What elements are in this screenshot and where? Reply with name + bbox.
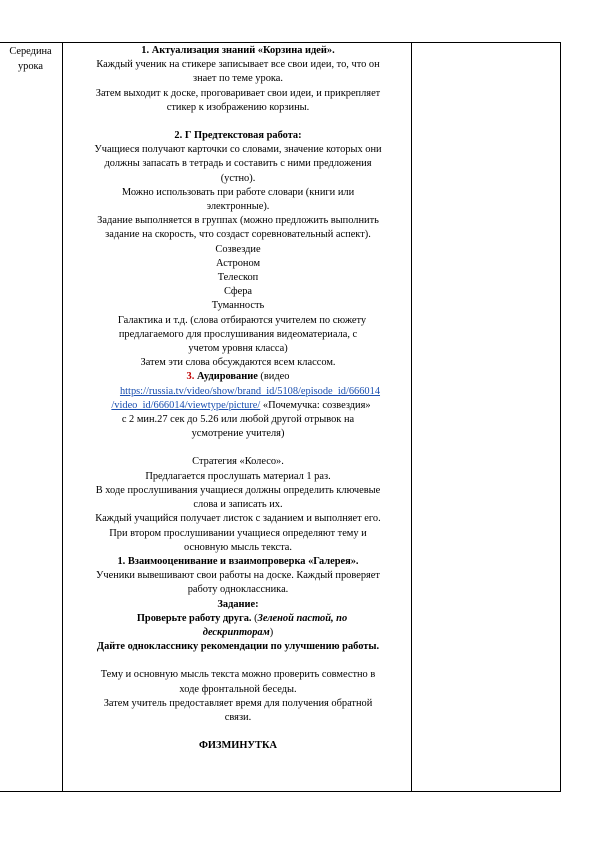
text-line: слова и записать их.	[193, 499, 283, 511]
text-line: Стратегия «Колесо».	[192, 456, 284, 468]
vocab-word: Сфера	[223, 286, 253, 298]
text-line: Можно использовать при работе словари (книги или	[121, 186, 355, 198]
text-line: Затем учитель предоставляет время для получения обратной	[103, 697, 373, 709]
text-line: Галактика и т.д. (слова отбираются учителем по сюжету	[117, 314, 367, 326]
section-3-paren: (видео	[257, 371, 290, 383]
check-paren-open: (	[251, 612, 258, 624]
stage-label-line: Середина	[9, 46, 52, 57]
text-line: ходе фронтальной беседы.	[179, 683, 297, 695]
text-line: (устно).	[220, 172, 256, 184]
text-line: связи.	[224, 711, 252, 723]
section-3-number: 3.	[186, 371, 195, 383]
section-1-title: 1. Актуализация знаний «Корзина идей».	[141, 45, 335, 56]
text-line: стикер к изображению корзины.	[166, 101, 310, 113]
vocab-word: Туманность	[211, 300, 265, 312]
check-italic: Зеленой пастой, по	[257, 612, 348, 624]
vocab-word: Астроном	[215, 257, 261, 269]
text-line: Учащиеся получают карточки со словами, значение которых они	[94, 144, 382, 156]
text-line: основную мысль текста.	[184, 541, 292, 553]
text-line: работу одноклассника.	[187, 584, 289, 596]
video-link-cont[interactable]: /video_id/666014/viewtype/picture/	[111, 399, 261, 411]
activities-cell	[67, 44, 409, 753]
column-divider	[62, 43, 63, 791]
text-line: учетом уровня класса)	[188, 343, 288, 355]
check-paren-close: )	[269, 626, 274, 638]
text-line: Предлагается прослушать материал 1 раз.	[145, 470, 331, 482]
column-divider	[411, 43, 412, 791]
section-4-title: 1. Взаимооценивание и взаимопроверка «Галерея».	[117, 555, 359, 567]
text-line: При втором прослушивании учащиеся определяют тему и	[109, 527, 367, 539]
vocab-word: Созвездие	[215, 243, 261, 255]
text-line: Задание выполняется в группах (можно предложить выполнить	[97, 215, 379, 227]
text-line: Каждый учащийся получает листок с заданием и выполняет его.	[95, 513, 381, 525]
check-instruction	[67, 612, 409, 626]
section-2-title: 2. Г Предтекстовая работа:	[174, 130, 302, 142]
text-line: Ученики вывешивают свои работы на доске. Каждый проверяет	[96, 570, 380, 582]
check-italic-2: дескрипторам	[202, 626, 270, 638]
stage-label-line: урока	[17, 61, 44, 72]
check-instruction-cont	[67, 626, 409, 640]
text-line: Тему и основную мысль текста можно проверить совместно в	[100, 669, 376, 681]
text-line: знает по теме урока.	[192, 73, 283, 85]
section-3-heading: Аудирование	[196, 371, 258, 383]
video-title: «Почемучка: созвездия»	[260, 399, 371, 411]
text-line: должны запасать в тетрадь и составить с ними предложения	[104, 158, 372, 170]
video-link[interactable]: https://russia.tv/video/show/brand_id/5108/episode_id/666014	[119, 385, 381, 397]
text-line: В ходе прослушивания учащиеся должны определить ключевые	[95, 484, 381, 496]
advice-line: Дайте однокласснику рекомендации по улучшению работы.	[96, 641, 380, 653]
text-line: усмотрение учителя)	[191, 428, 285, 440]
lesson-table	[0, 42, 561, 792]
physical-break-title: ФИЗМИНУТКА	[198, 740, 278, 752]
text-line: Затем выходит к доске, проговаривает свои идеи, и прикрепляет	[95, 87, 381, 99]
section-3-title	[67, 370, 409, 384]
text-line: задание на скорость, что создаст соревновательный аспект).	[105, 229, 371, 241]
video-link-row	[67, 385, 409, 399]
vocab-word: Телескоп	[217, 272, 259, 284]
stage-cell	[0, 44, 62, 74]
check-bold: Проверьте работу друга.	[136, 612, 252, 624]
task-label: Задание:	[217, 598, 259, 610]
text-line: Затем эти слова обсуждаются всем классом.	[140, 357, 336, 369]
text-line: предлагаемого для прослушивания видеоматериала, с	[118, 328, 358, 340]
video-link-row	[67, 399, 409, 413]
text-line: электронные).	[206, 201, 270, 213]
text-line: Каждый ученик на стикере записывает все свои идеи, то, что он	[96, 59, 380, 71]
text-line: с 2 мин.27 сек до 5.26 или любой другой отрывок на	[121, 414, 355, 426]
